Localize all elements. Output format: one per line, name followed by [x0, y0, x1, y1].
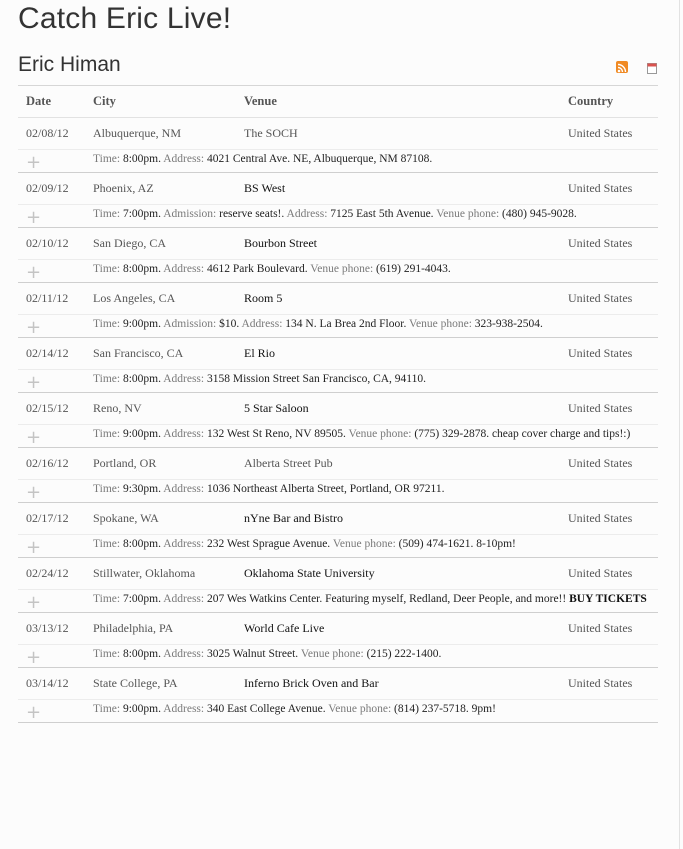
- show-country: United States: [568, 346, 633, 360]
- detail-label: Admission:: [163, 208, 220, 220]
- detail-label: Address:: [163, 263, 207, 275]
- show-venue-link[interactable]: Bourbon Street: [244, 236, 317, 250]
- detail-value: (480) 945-9028.: [502, 208, 577, 220]
- detail-value: 3025 Walnut Street.: [206, 648, 299, 660]
- detail-label: Address:: [163, 648, 207, 660]
- show-country: United States: [568, 676, 633, 690]
- show-venue-link[interactable]: Room 5: [244, 291, 283, 305]
- show-venue-link[interactable]: Oklahoma State University: [244, 566, 375, 580]
- detail-value: 8:00pm.: [122, 153, 161, 165]
- show-venue-link[interactable]: World Cafe Live: [244, 621, 325, 635]
- show-date: 02/14/12: [26, 346, 69, 360]
- expand-cell: [18, 315, 93, 338]
- show-row: [18, 558, 658, 590]
- detail-label: Address:: [163, 153, 207, 165]
- show-details-row: [18, 425, 658, 448]
- show-details: [93, 315, 658, 338]
- show-venue-link[interactable]: BS West: [244, 181, 286, 195]
- show-details-row: [18, 535, 658, 558]
- detail-label: Venue phone:: [436, 208, 503, 220]
- detail-label: Venue phone:: [300, 648, 367, 660]
- expand-cell: [18, 700, 93, 723]
- column-header-country: Country: [568, 86, 658, 118]
- expand-cell: [18, 480, 93, 503]
- detail-value: 8:00pm.: [122, 373, 161, 385]
- show-details-row: [18, 205, 658, 228]
- detail-label: Time:: [93, 648, 123, 660]
- show-country: United States: [568, 456, 633, 470]
- show-city: Phoenix, AZ: [93, 181, 154, 195]
- show-city: Reno, NV: [93, 401, 142, 415]
- detail-value: 9:00pm.: [122, 428, 161, 440]
- show-date: 02/15/12: [26, 401, 69, 415]
- detail-value: (509) 474-1621. 8-10pm!: [398, 538, 516, 550]
- show-city: San Diego, CA: [93, 236, 166, 250]
- show-country: United States: [568, 401, 633, 415]
- show-venue-link[interactable]: Inferno Brick Oven and Bar: [244, 676, 379, 690]
- expand-plus-icon[interactable]: +: [26, 317, 42, 338]
- show-city: Los Angeles, CA: [93, 291, 176, 305]
- show-date: 02/09/12: [26, 181, 69, 195]
- show-details: [93, 370, 658, 393]
- expand-plus-icon[interactable]: +: [26, 482, 42, 503]
- detail-value: 207 Wes Watkins Center. Featuring myself, Redland, Deer People, and more!!: [206, 593, 567, 605]
- detail-value: 232 West Sprague Avenue.: [206, 538, 331, 550]
- show-city: Portland, OR: [93, 456, 157, 470]
- show-details: [93, 590, 658, 613]
- detail-value: (619) 291-4043.: [376, 263, 451, 275]
- show-details: [93, 535, 658, 558]
- content-border: [679, 0, 680, 849]
- table-header-row: [18, 86, 658, 118]
- expand-plus-icon[interactable]: +: [26, 427, 42, 448]
- detail-value: 1036 Northeast Alberta Street, Portland, OR 97211.: [206, 483, 445, 495]
- detail-value: 3158 Mission Street San Francisco, CA, 94110.: [206, 373, 426, 385]
- detail-label: Venue phone:: [332, 538, 399, 550]
- detail-label: Address:: [286, 208, 331, 220]
- expand-cell: [18, 645, 93, 668]
- detail-label: Time:: [93, 373, 123, 385]
- show-row: [18, 393, 658, 425]
- show-country: United States: [568, 566, 633, 580]
- detail-value: 134 N. La Brea 2nd Floor.: [285, 318, 407, 330]
- expand-cell: [18, 425, 93, 448]
- expand-plus-icon[interactable]: +: [26, 372, 42, 393]
- detail-label: Time:: [93, 428, 123, 440]
- detail-value: 9:30pm.: [122, 483, 161, 495]
- show-country: United States: [568, 511, 633, 525]
- show-country: United States: [568, 291, 633, 305]
- detail-label: Time:: [93, 593, 123, 605]
- show-row: [18, 338, 658, 370]
- detail-label: Venue phone:: [328, 703, 395, 715]
- expand-cell: [18, 150, 93, 173]
- calendar-icon[interactable]: [647, 61, 657, 73]
- show-country: United States: [568, 118, 658, 150]
- show-date: 02/24/12: [26, 566, 69, 580]
- show-country: United States: [568, 236, 633, 250]
- column-header-venue: Venue: [244, 86, 568, 118]
- show-details-row: [18, 315, 658, 338]
- show-details-row: [18, 590, 658, 613]
- detail-label: Time:: [93, 153, 123, 165]
- detail-value: 132 West St Reno, NV 89505.: [206, 428, 346, 440]
- show-city: Albuquerque, NM: [93, 118, 244, 150]
- detail-value: 7:00pm.: [122, 208, 161, 220]
- expand-plus-icon[interactable]: +: [26, 702, 42, 723]
- expand-plus-icon[interactable]: +: [26, 592, 42, 613]
- detail-value: 8:00pm.: [122, 538, 161, 550]
- show-date: 03/13/12: [26, 621, 69, 635]
- show-date: 02/08/12: [18, 118, 93, 150]
- show-venue: The SOCH: [244, 118, 568, 150]
- show-details: [93, 205, 658, 228]
- show-details: [93, 645, 658, 668]
- expand-cell: [18, 260, 93, 283]
- show-row: [18, 283, 658, 315]
- detail-label: Time:: [93, 483, 123, 495]
- detail-label: Venue phone:: [348, 428, 415, 440]
- tour-dates-container: [18, 85, 658, 723]
- show-details: [93, 425, 658, 448]
- show-date: 03/14/12: [26, 676, 69, 690]
- detail-value: (215) 222-1400.: [366, 648, 442, 660]
- rss-feed-icon[interactable]: [616, 61, 628, 73]
- detail-label: Time:: [93, 538, 123, 550]
- show-details: [93, 150, 658, 173]
- detail-value: reserve seats!.: [219, 208, 285, 220]
- expand-plus-icon[interactable]: +: [26, 537, 42, 558]
- detail-value: 4021 Central Ave. NE, Albuquerque, NM 87108.: [206, 153, 433, 165]
- show-date: 02/16/12: [26, 456, 69, 470]
- show-details-row: [18, 700, 658, 723]
- show-row: [18, 503, 658, 535]
- detail-label: Time:: [93, 318, 123, 330]
- show-venue-link[interactable]: nYne Bar and Bistro: [244, 511, 343, 525]
- show-row: [18, 173, 658, 205]
- detail-label: Address:: [163, 428, 207, 440]
- detail-label: Address:: [163, 538, 207, 550]
- detail-value: 7125 East 5th Avenue.: [330, 208, 434, 220]
- expand-plus-icon[interactable]: +: [26, 207, 42, 228]
- tour-dates-table: [18, 85, 658, 723]
- show-country: United States: [568, 181, 633, 195]
- show-details-row: [18, 645, 658, 668]
- artist-name: Eric Himan: [18, 53, 121, 76]
- column-header-date: Date: [18, 86, 93, 118]
- detail-value: 340 East College Avenue.: [206, 703, 326, 715]
- expand-cell: [18, 535, 93, 558]
- detail-label: Time:: [93, 263, 123, 275]
- show-city: State College, PA: [93, 676, 178, 690]
- page-title: Catch Eric Live!: [18, 2, 232, 35]
- show-row: [18, 613, 658, 645]
- detail-value: 4612 Park Boulevard.: [206, 263, 308, 275]
- detail-value: 9:00pm.: [122, 703, 161, 715]
- show-date: 02/17/12: [26, 511, 69, 525]
- expand-plus-icon[interactable]: +: [26, 647, 42, 668]
- expand-cell: [18, 590, 93, 613]
- detail-value: 8:00pm.: [122, 648, 161, 660]
- detail-label: Time:: [93, 208, 123, 220]
- show-details: [93, 700, 658, 723]
- show-city: Spokane, WA: [93, 511, 159, 525]
- buy-tickets-link[interactable]: BUY TICKETS: [569, 593, 647, 605]
- show-details-row: [18, 370, 658, 393]
- detail-value: 7:00pm.: [122, 593, 161, 605]
- detail-value: (775) 329-2878. cheap cover charge and tips!:): [414, 428, 631, 440]
- show-details-row: [18, 480, 658, 503]
- expand-cell: [18, 205, 93, 228]
- show-date: 02/11/12: [26, 291, 69, 305]
- show-venue: Alberta Street Pub: [244, 456, 333, 470]
- show-venue-link[interactable]: El Rio: [244, 346, 276, 360]
- show-details-row: [18, 150, 658, 173]
- show-row: [18, 448, 658, 480]
- show-venue-link[interactable]: 5 Star Saloon: [244, 401, 309, 415]
- detail-value: $10.: [219, 318, 240, 330]
- show-country: United States: [568, 621, 633, 635]
- detail-label: Venue phone:: [310, 263, 377, 275]
- show-row: [18, 668, 658, 700]
- show-row: [18, 228, 658, 260]
- detail-label: Venue phone:: [409, 318, 475, 330]
- detail-label: Address:: [163, 593, 207, 605]
- detail-label: Address:: [241, 318, 286, 330]
- show-details-row: [18, 260, 658, 283]
- column-header-city: City: [93, 86, 244, 118]
- detail-label: Address:: [163, 483, 207, 495]
- detail-label: Time:: [93, 703, 123, 715]
- detail-value: (814) 237-5718. 9pm!: [394, 703, 496, 715]
- show-city: San Francisco, CA: [93, 346, 184, 360]
- detail-value: 9:00pm.: [122, 318, 161, 330]
- detail-label: Address:: [163, 373, 207, 385]
- show-details: [93, 260, 658, 283]
- detail-value: 323-938-2504.: [474, 318, 543, 330]
- expand-plus-icon[interactable]: +: [26, 152, 42, 173]
- detail-label: Admission:: [163, 318, 220, 330]
- expand-plus-icon[interactable]: +: [26, 262, 42, 283]
- detail-label: Address:: [163, 703, 207, 715]
- show-city: Stillwater, Oklahoma: [93, 566, 196, 580]
- expand-cell: [18, 370, 93, 393]
- show-row: [18, 118, 658, 150]
- show-city: Philadelphia, PA: [93, 621, 174, 635]
- detail-value: 8:00pm.: [122, 263, 161, 275]
- show-date: 02/10/12: [26, 236, 69, 250]
- show-details: [93, 480, 658, 503]
